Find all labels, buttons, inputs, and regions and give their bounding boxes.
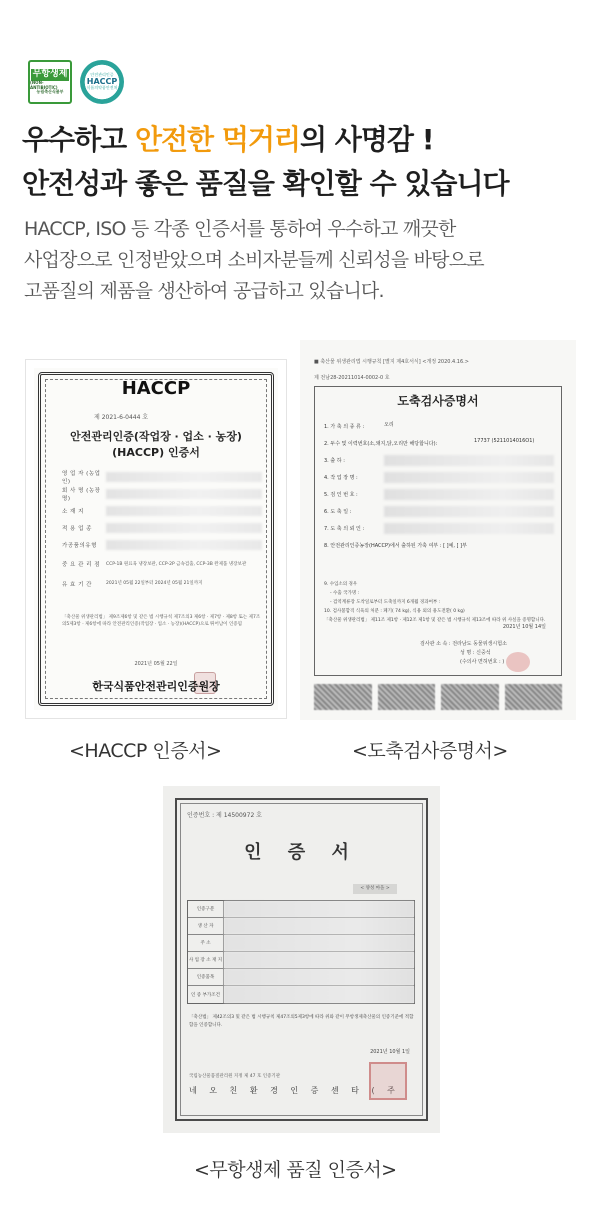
haccp-cert-field: [62, 502, 262, 519]
inspect-cert-title: 도축검사증명서: [397, 394, 479, 408]
blurred-value: [106, 506, 262, 516]
haccp-badge-top: 안전관리인증: [90, 72, 114, 78]
inspect-cert-item: - 수출 국가명 :: [330, 591, 360, 596]
field-value: 17737 (5211014016O1): [474, 438, 535, 444]
abf-cert-title: 인 증 서: [244, 842, 359, 863]
field-label: 주 소: [188, 935, 224, 951]
inspect-cert-item: 10. 검사불합격 식육의 처분 : 폐기( 74 kg), 식용 외의 용도전환( 0 kg): [324, 609, 465, 614]
headline-line-1-end: 의 사명감 !: [300, 123, 434, 156]
signer-line: 성 명 : 신중석: [460, 650, 491, 656]
headline: [22, 118, 582, 206]
field-label: 2. 두수 및 이력번호(소,돼지,닭,오리만 해당합니다):: [324, 441, 438, 447]
inspect-cert-fields: [324, 418, 554, 554]
inspect-cert-field: [324, 469, 554, 486]
haccp-cert-number: 제 2021-6-0444 호: [94, 414, 149, 421]
haccp-cert-field: [62, 575, 262, 592]
field-label: 유 효 기 간: [62, 581, 92, 588]
inspect-cert-item: 8. 안전관리인증농장(HACCP)에서 출하된 가축 여부 : [ ]예, [ ]부: [324, 543, 467, 549]
field-label: 인증품목: [188, 969, 224, 985]
stamp-icon: [506, 652, 530, 672]
inspect-cert-caption: <도축검사증명서>: [352, 740, 508, 762]
blurred-value: [224, 935, 414, 951]
field-label: 영 업 자 (농업인): [62, 470, 101, 485]
haccp-cert-field: [62, 519, 262, 536]
blurred-value: [384, 455, 554, 466]
haccp-cert-field: [62, 536, 262, 553]
field-label: 4. 작 업 장 명 :: [324, 475, 358, 481]
haccp-cert-field: [62, 468, 262, 485]
redacted-block: [505, 684, 563, 710]
signer-line: (수의사 면허번호 : ): [460, 659, 505, 665]
signer-line: 검사관 소 속 : 전라남도 동물위생시험소: [420, 641, 507, 647]
field-label: 5. 검 인 번 호 :: [324, 492, 358, 498]
redacted-block: [441, 684, 499, 710]
haccp-cert-fields: [62, 468, 262, 592]
redacted-strip: [314, 684, 562, 710]
inspect-cert-field: [324, 503, 554, 520]
blurred-value: [384, 523, 554, 534]
table-row: [188, 901, 414, 918]
field-label: 가공품의유형: [62, 542, 97, 549]
description-line: 사업장으로 인정받았으며 소비자분들께 신뢰성을 바탕으로: [24, 249, 484, 271]
antibiotic-free-badge-sub: (NON-ANTIBIOTIC): [30, 80, 58, 90]
haccp-cert-subheading: (HACCP) 인증서: [112, 446, 200, 459]
headline-line-1: [22, 118, 582, 162]
blurred-value: [384, 472, 554, 483]
inspect-cert-number: 제 전남28-20211014-0002-0 호: [314, 375, 390, 381]
antibiotic-free-badge-label: 무항생제: [32, 69, 68, 80]
blurred-value: [384, 506, 554, 517]
headline-highlight: 안전한 먹거리: [134, 123, 300, 156]
table-row: [188, 969, 414, 986]
inspect-cert-field: [324, 520, 554, 537]
stamp-icon: [369, 1062, 407, 1100]
field-label: 1. 가 축 의 종 류 :: [324, 424, 365, 430]
blurred-value: [224, 918, 414, 934]
description-line: 고품질의 제품을 생산하여 공급하고 있습니다.: [24, 280, 384, 302]
haccp-cert-date: 2021년 05월 22일: [134, 661, 178, 667]
haccp-cert-caption: <HACCP 인증서>: [69, 740, 222, 762]
blurred-value: [224, 901, 414, 917]
antibiotic-free-badge-icon: [28, 60, 72, 104]
haccp-cert-heading: 안전관리인증(작업장 · 업소 · 농장): [70, 430, 242, 443]
haccp-cert-body: 「축산물 위생관리법」 제9조제6항 및 같은 법 시행규칙 제7조의3 제6항 · 제7항 · 제8항 또는 제7조의5제3항 · 제6항에 따라 안전관리인증(작업장 · 업소 · 농장)(HACCP)으로 뛰어남이 인증됨: [62, 615, 261, 627]
field-label: 인 증 부가조건: [188, 986, 224, 1003]
abf-cert-date: 2021년 10월 1일: [370, 1049, 410, 1055]
antibiotic-free-badge-footer: 농림축산식품부: [36, 89, 64, 95]
inspection-certificate-image: [300, 340, 576, 720]
abf-cert-body: 「축산법」 제42조의3 및 같은 법 시행규칙 제47조의5제3항에 따라 위와 같이 무항생제축산물의 인증기준에 적합함을 인증합니다.: [189, 1015, 414, 1028]
haccp-cert-title: HACCP: [121, 378, 191, 399]
blurred-value: [224, 952, 414, 968]
inspect-cert-item: - 검역계류장 도착일로부터 도축일까지 6개월 경과여부 :: [330, 600, 441, 605]
field-label: 3. 출 하 :: [324, 458, 345, 464]
certification-badges: [28, 60, 124, 104]
haccp-cert-field: [62, 553, 262, 575]
inspect-cert-form-header: ■ 축산물 위생관리법 시행규칙 [별지 제4호서식] <개정 2020.4.16.>: [314, 359, 469, 365]
field-label: 생 산 자: [188, 918, 224, 934]
table-row: [188, 986, 414, 1003]
inspect-cert-statement: 「축산물 위생관리법」 제11조 제1항 · 제12조 제1항 및 같은 법 시행규칙 제13조에 따라 위 사실을 증명합니다.: [324, 618, 546, 623]
headline-line-1-start: 우수하고: [22, 123, 135, 156]
inspect-cert-field: [324, 418, 554, 435]
abf-cert-number: 인증번호 : 제 14500972 호: [187, 812, 262, 819]
blurred-value: [106, 540, 262, 550]
field-value: 2021년 05월 22일부터 2024년 05월 21일까지: [106, 581, 203, 586]
inspect-cert-body: [324, 580, 556, 625]
field-label: 7. 도 축 의 뢰 인 :: [324, 526, 365, 532]
haccp-cert-field: [62, 485, 262, 502]
inspect-cert-date: 2021년 10월 14일: [502, 624, 546, 630]
abf-cert-issuer: 네 오 친 환 경 인 증 센 타 ( 주: [189, 1086, 400, 1095]
field-label: 회 사 명 (농장명): [62, 487, 101, 502]
inspect-cert-signer: [420, 640, 507, 667]
headline-line-2: 안전성과 좋은 품질을 확인할 수 있습니다: [22, 167, 509, 200]
haccp-certificate-image: [26, 360, 286, 718]
abf-cert-org-note: 국립농산물품질관리원 지정 제 47 호 인증기관: [189, 1074, 281, 1079]
haccp-badge-footer: 식품의약품안전처: [86, 85, 118, 91]
inspect-cert-field: [324, 435, 554, 452]
abf-cert-product-tag: < 양성 마을 >: [353, 884, 397, 894]
table-row: [188, 952, 414, 969]
inspect-cert-field: [324, 486, 554, 503]
field-label: 적 용 업 종: [62, 525, 92, 532]
abf-cert-table: [187, 900, 415, 1004]
antibiotic-free-certificate-image: [163, 786, 440, 1133]
field-label: 사 업 장 소 재 지: [188, 952, 224, 968]
field-label: 6. 도 축 일 :: [324, 509, 352, 515]
field-value: CCP-1B 원료육 냉장보관, CCP-2P 금속검출, CCP-3B 완제품 냉장보관: [106, 561, 247, 567]
blurred-value: [224, 969, 414, 985]
table-row: [188, 935, 414, 952]
blurred-value: [106, 489, 262, 499]
blurred-value: [106, 472, 262, 482]
haccp-badge-icon: [80, 60, 124, 104]
haccp-cert-issuer: 한국식품안전관리인증원장: [92, 680, 220, 693]
table-row: [188, 918, 414, 935]
redacted-block: [314, 684, 372, 710]
field-value: 오리: [384, 422, 394, 428]
blurred-value: [224, 986, 414, 1003]
inspect-cert-field: [324, 452, 554, 469]
description: [24, 214, 580, 307]
abf-cert-caption: <무항생제 품질 인증서>: [194, 1159, 397, 1181]
haccp-badge-label: HACCP: [86, 76, 118, 86]
field-label: 중 요 관 리 점: [62, 562, 101, 568]
blurred-value: [384, 489, 554, 500]
redacted-block: [378, 684, 436, 710]
field-label: 소 재 지: [62, 508, 84, 515]
blurred-value: [106, 523, 262, 533]
field-label: 인증구분: [188, 901, 224, 917]
inspect-cert-item: 9. 수입소의 경우: [324, 582, 358, 587]
description-line: HACCP, ISO 등 각종 인증서를 통하여 우수하고 깨끗한: [24, 218, 456, 240]
